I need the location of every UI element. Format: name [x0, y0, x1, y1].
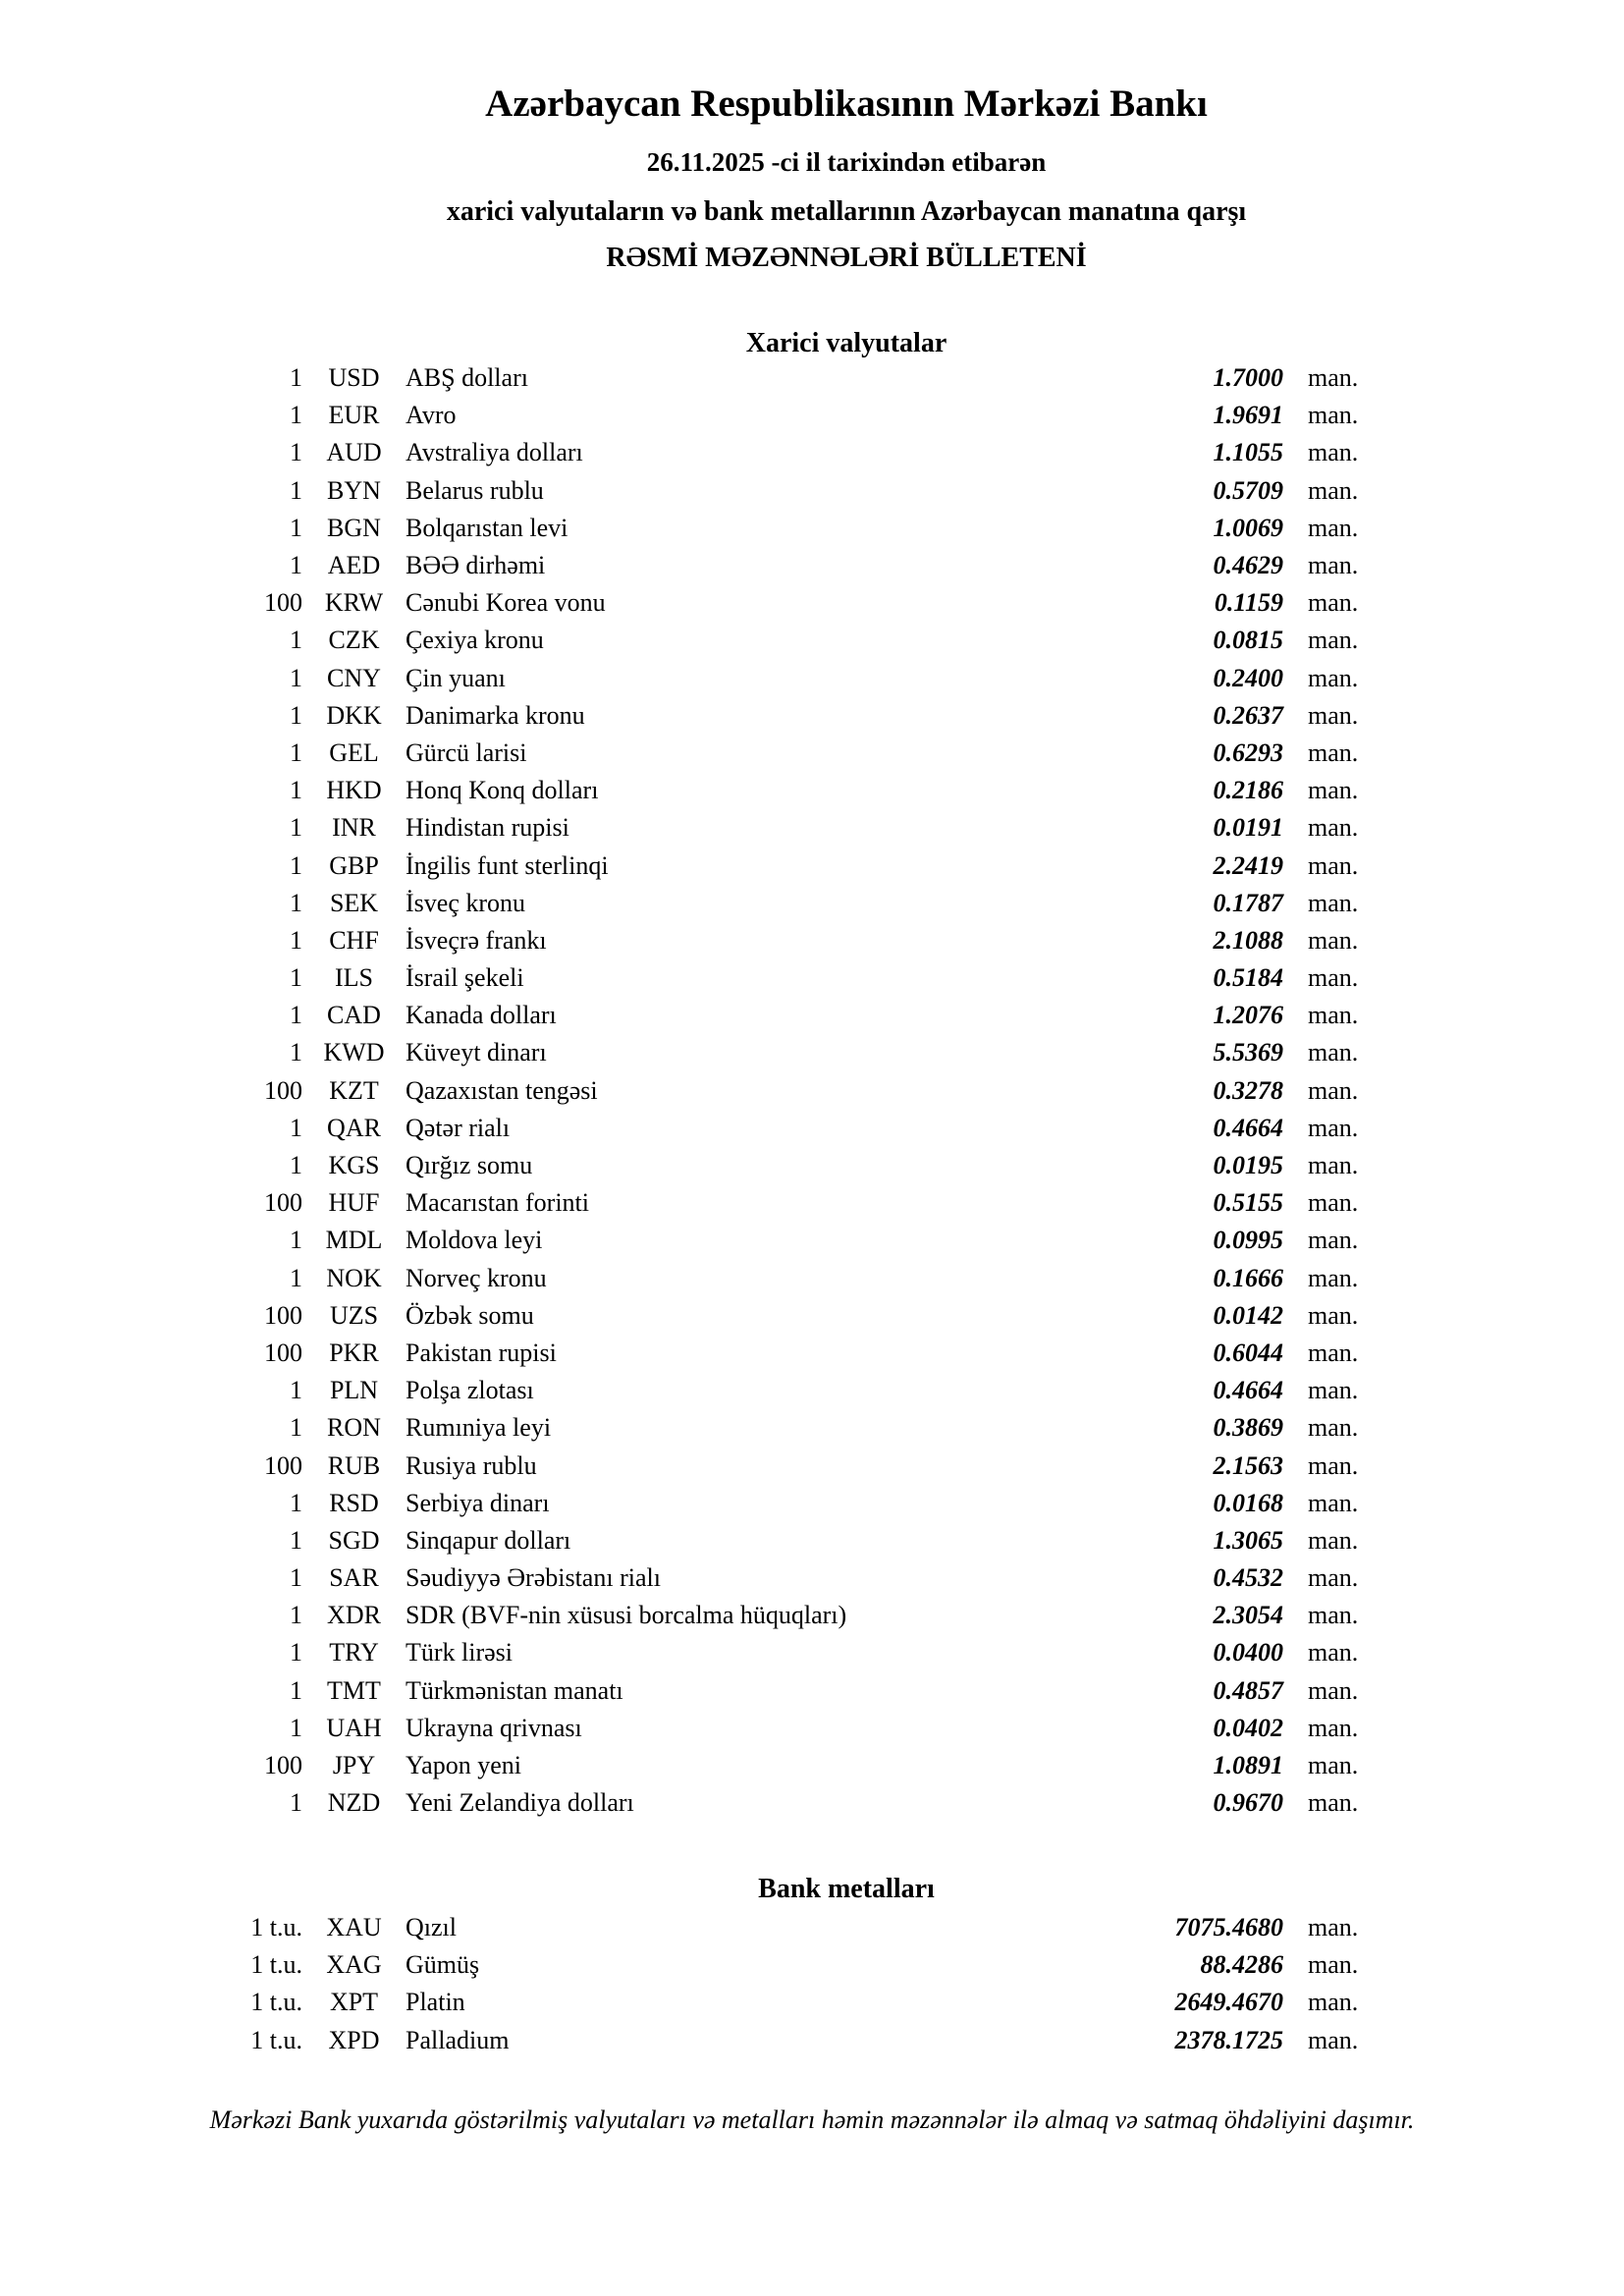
rate-row	[175, 510, 1401, 547]
rate-row	[175, 772, 1401, 809]
rate-row	[175, 959, 1401, 997]
rate-row	[175, 1597, 1401, 1634]
row-code: XDR	[327, 1601, 381, 1630]
row-code: AED	[327, 551, 381, 580]
row-name: Polşa zlotası	[406, 1376, 534, 1405]
row-quantity: 1	[290, 1563, 302, 1593]
row-name: Ukrayna qrivnası	[406, 1713, 582, 1742]
row-quantity: 1	[290, 888, 302, 917]
rate-row	[175, 1672, 1401, 1710]
row-rate: 0.3869	[1213, 1413, 1283, 1443]
row-code: MDL	[325, 1226, 383, 1255]
row-name: SDR (BVF-nin xüsusi borcalma hüquqları)	[406, 1601, 847, 1630]
row-name: Yapon yeni	[406, 1751, 521, 1780]
row-quantity: 100	[264, 1300, 302, 1330]
currencies-section-title: Xarici valyutalar	[745, 328, 947, 358]
row-rate: 0.6293	[1213, 738, 1283, 767]
row-code: INR	[332, 813, 376, 843]
row-name: Gürcü larisi	[406, 738, 527, 767]
row-name: Türkmənistan manatı	[406, 1675, 623, 1705]
row-name: Avstraliya dolları	[406, 438, 583, 467]
row-rate: 0.2186	[1213, 776, 1283, 805]
rate-row	[175, 1147, 1401, 1184]
row-quantity: 1	[290, 475, 302, 505]
row-code: CAD	[327, 1001, 381, 1030]
row-name: Qətər rialı	[406, 1113, 511, 1142]
row-unit-label: man.	[1308, 1638, 1359, 1667]
rate-row	[175, 1409, 1401, 1447]
row-rate: 2.1088	[1213, 925, 1283, 955]
row-code: UZS	[329, 1300, 379, 1330]
row-unit-label: man.	[1308, 1226, 1359, 1255]
document-header	[0, 82, 1624, 275]
row-rate: 0.0195	[1213, 1151, 1283, 1180]
row-code: RUB	[327, 1450, 381, 1480]
row-code: EUR	[328, 401, 380, 430]
row-code: DKK	[326, 700, 382, 730]
row-rate: 0.5184	[1213, 963, 1283, 993]
row-code: HUF	[328, 1188, 380, 1218]
rate-row	[175, 1710, 1401, 1747]
row-name: İngilis funt sterlinqi	[406, 850, 609, 880]
row-quantity: 1	[290, 1413, 302, 1443]
row-quantity: 1	[290, 438, 302, 467]
row-rate: 1.2076	[1213, 1001, 1283, 1030]
row-unit-label: man.	[1308, 963, 1359, 993]
row-code: SEK	[329, 888, 379, 917]
rate-row	[175, 1485, 1401, 1522]
row-quantity: 1 t.u.	[250, 1988, 302, 2017]
row-unit-label: man.	[1308, 1488, 1359, 1517]
row-rate: 0.0815	[1213, 626, 1283, 655]
rate-row	[175, 1184, 1401, 1222]
row-unit-label: man.	[1308, 888, 1359, 917]
row-rate: 0.3278	[1213, 1075, 1283, 1105]
metals-section-title: Bank metalları	[758, 1874, 935, 1904]
row-quantity: 1	[290, 1151, 302, 1180]
row-name: Cənubi Korea vonu	[406, 588, 606, 618]
row-unit-label: man.	[1308, 551, 1359, 580]
row-unit-label: man.	[1308, 1950, 1359, 1980]
row-unit-label: man.	[1308, 1300, 1359, 1330]
row-quantity: 1	[290, 363, 302, 393]
row-rate: 1.0069	[1213, 513, 1283, 542]
row-quantity: 1	[290, 1488, 302, 1517]
rate-row	[175, 2022, 1401, 2059]
row-quantity: 1	[290, 1001, 302, 1030]
row-unit-label: man.	[1308, 1713, 1359, 1742]
row-code: UAH	[326, 1713, 382, 1742]
row-unit-label: man.	[1308, 1001, 1359, 1030]
row-code: JPY	[332, 1751, 376, 1780]
row-unit-label: man.	[1308, 363, 1359, 393]
row-code: CNY	[327, 663, 381, 692]
row-name: Avro	[406, 401, 457, 430]
row-unit-label: man.	[1308, 438, 1359, 467]
row-unit-label: man.	[1308, 1525, 1359, 1555]
row-unit-label: man.	[1308, 1113, 1359, 1142]
row-name: Türk lirəsi	[406, 1638, 514, 1667]
row-quantity: 100	[264, 588, 302, 618]
row-name: Səudiyyə Ərəbistanı rialı	[406, 1563, 661, 1593]
row-name: Belarus rublu	[406, 475, 544, 505]
row-code: TRY	[329, 1638, 379, 1667]
row-unit-label: man.	[1308, 1988, 1359, 2017]
row-quantity: 1	[290, 1601, 302, 1630]
row-name: Çexiya kronu	[406, 626, 544, 655]
effective-date-line: 26.11.2025 -ci il tarixindən etibarən	[646, 147, 1047, 177]
row-rate: 0.1666	[1213, 1263, 1283, 1292]
row-name: Qırğız somu	[406, 1151, 533, 1180]
rate-row	[175, 1034, 1401, 1071]
row-name: İsveçrə frankı	[406, 925, 547, 955]
row-unit-label: man.	[1308, 2025, 1359, 2054]
row-quantity: 1	[290, 813, 302, 843]
row-code: TMT	[327, 1675, 381, 1705]
row-rate: 0.2400	[1213, 663, 1283, 692]
row-quantity: 1	[290, 925, 302, 955]
rate-row	[175, 434, 1401, 471]
row-unit-label: man.	[1308, 1338, 1359, 1367]
row-code: USD	[328, 363, 380, 393]
row-code: RSD	[329, 1488, 379, 1517]
row-name: Kanada dolları	[406, 1001, 557, 1030]
rate-row	[175, 1747, 1401, 1784]
row-rate: 88.4286	[1200, 1950, 1283, 1980]
row-unit-label: man.	[1308, 738, 1359, 767]
row-rate: 1.7000	[1213, 363, 1283, 393]
row-code: KGS	[328, 1151, 380, 1180]
row-code: GEL	[329, 738, 379, 767]
row-unit-label: man.	[1308, 1038, 1359, 1067]
rate-row	[175, 1984, 1401, 2021]
row-rate: 0.1787	[1213, 888, 1283, 917]
row-rate: 0.0168	[1213, 1488, 1283, 1517]
row-rate: 0.0142	[1213, 1300, 1283, 1330]
row-unit-label: man.	[1308, 1913, 1359, 1942]
row-code: CZK	[328, 626, 380, 655]
row-rate: 0.0402	[1213, 1713, 1283, 1742]
row-rate: 1.9691	[1213, 401, 1283, 430]
row-unit-label: man.	[1308, 1376, 1359, 1405]
row-quantity: 1	[290, 1263, 302, 1292]
row-unit-label: man.	[1308, 626, 1359, 655]
row-quantity: 1	[290, 1675, 302, 1705]
rate-row	[175, 1335, 1401, 1372]
rate-row	[175, 547, 1401, 584]
rate-row	[175, 660, 1401, 697]
row-code: XPD	[328, 2025, 380, 2054]
row-quantity: 1	[290, 626, 302, 655]
row-code: XAG	[326, 1950, 382, 1980]
row-unit-label: man.	[1308, 1788, 1359, 1818]
row-code: GBP	[329, 850, 379, 880]
rate-row	[175, 622, 1401, 659]
row-name: Qızıl	[406, 1913, 457, 1942]
row-unit-label: man.	[1308, 1751, 1359, 1780]
row-quantity: 1	[290, 663, 302, 692]
rate-row	[175, 359, 1401, 397]
rate-row	[175, 584, 1401, 622]
row-code: ILS	[335, 963, 373, 993]
row-quantity: 1	[290, 1525, 302, 1555]
row-name: Macarıstan forinti	[406, 1188, 589, 1218]
row-quantity: 100	[264, 1751, 302, 1780]
row-name: Serbiya dinarı	[406, 1488, 550, 1517]
row-name: Rumıniya leyi	[406, 1413, 552, 1443]
row-name: Pakistan rupisi	[406, 1338, 557, 1367]
rate-row	[175, 809, 1401, 847]
row-unit-label: man.	[1308, 1151, 1359, 1180]
rate-row	[175, 735, 1401, 772]
metals-table	[175, 1909, 1401, 2059]
rate-row	[175, 1559, 1401, 1597]
obligation-note: Mərkəzi Bank yuxarıda göstərilmiş valyutaları və metalları həmin məzənnələr ilə almaq və satmaq öhdəliyini daşımır.	[209, 2105, 1415, 2134]
row-code: BGN	[327, 513, 381, 542]
row-rate: 0.0995	[1213, 1226, 1283, 1255]
row-rate: 0.5155	[1213, 1188, 1283, 1218]
row-quantity: 100	[264, 1188, 302, 1218]
row-unit-label: man.	[1308, 700, 1359, 730]
row-quantity: 1	[290, 513, 302, 542]
row-quantity: 1	[290, 1376, 302, 1405]
row-rate: 0.4664	[1213, 1113, 1283, 1142]
rate-row	[175, 1372, 1401, 1409]
row-code: KWD	[323, 1038, 385, 1067]
row-quantity: 1	[290, 1038, 302, 1067]
row-rate: 2649.4670	[1174, 1988, 1283, 2017]
row-rate: 0.4532	[1213, 1563, 1283, 1593]
row-unit-label: man.	[1308, 513, 1359, 542]
row-rate: 0.4857	[1213, 1675, 1283, 1705]
row-name: İsrail şekeli	[406, 963, 524, 993]
row-unit-label: man.	[1308, 1563, 1359, 1593]
row-name: Honq Konq dolları	[406, 776, 599, 805]
row-name: ABŞ dolları	[406, 363, 528, 393]
row-quantity: 1	[290, 1713, 302, 1742]
row-unit-label: man.	[1308, 663, 1359, 692]
row-rate: 2378.1725	[1174, 2025, 1283, 2054]
row-name: Platin	[406, 1988, 465, 2017]
row-unit-label: man.	[1308, 1675, 1359, 1705]
rate-row	[175, 847, 1401, 884]
row-quantity: 100	[264, 1075, 302, 1105]
rate-row	[175, 472, 1401, 510]
row-name: Özbək somu	[406, 1300, 534, 1330]
bank-name-title: Azərbaycan Respublikasının Mərkəzi Bankı	[485, 82, 1208, 125]
row-code: BYN	[327, 475, 381, 505]
row-unit-label: man.	[1308, 1188, 1359, 1218]
row-quantity: 1	[290, 1226, 302, 1255]
row-unit-label: man.	[1308, 776, 1359, 805]
row-quantity: 1 t.u.	[250, 1950, 302, 1980]
row-quantity: 100	[264, 1450, 302, 1480]
row-rate: 0.6044	[1213, 1338, 1283, 1367]
rate-row	[175, 1260, 1401, 1297]
row-unit-label: man.	[1308, 813, 1359, 843]
row-name: Norveç kronu	[406, 1263, 547, 1292]
row-code: KZT	[329, 1075, 379, 1105]
row-code: CHF	[329, 925, 379, 955]
row-rate: 0.1159	[1214, 588, 1283, 618]
row-quantity: 1	[290, 1113, 302, 1142]
rate-row	[175, 885, 1401, 922]
row-code: NZD	[327, 1788, 381, 1818]
row-quantity: 1 t.u.	[250, 2025, 302, 2054]
row-rate: 0.9670	[1213, 1788, 1283, 1818]
row-quantity: 1	[290, 1638, 302, 1667]
document-footer	[0, 2104, 1624, 2137]
row-name: Danimarka kronu	[406, 700, 585, 730]
row-quantity: 1	[290, 776, 302, 805]
row-rate: 2.1563	[1213, 1450, 1283, 1480]
row-name: Yeni Zelandiya dolları	[406, 1788, 634, 1818]
row-rate: 0.2637	[1213, 700, 1283, 730]
row-unit-label: man.	[1308, 1263, 1359, 1292]
rate-row	[175, 1072, 1401, 1110]
row-rate: 0.5709	[1213, 475, 1283, 505]
row-quantity: 1	[290, 700, 302, 730]
row-rate: 2.2419	[1213, 850, 1283, 880]
row-name: Bolqarıstan levi	[406, 513, 568, 542]
row-name: Hindistan rupisi	[406, 813, 569, 843]
rate-row	[175, 1297, 1401, 1335]
row-code: SGD	[328, 1525, 380, 1555]
row-code: XAU	[326, 1913, 382, 1942]
rate-row	[175, 1634, 1401, 1671]
row-rate: 1.3065	[1213, 1525, 1283, 1555]
row-quantity: 1	[290, 401, 302, 430]
row-name: Palladium	[406, 2025, 510, 2054]
row-name: Sinqapur dolları	[406, 1525, 571, 1555]
row-name: Küveyt dinarı	[406, 1038, 547, 1067]
rate-row	[175, 397, 1401, 434]
row-rate: 2.3054	[1213, 1601, 1283, 1630]
row-unit-label: man.	[1308, 925, 1359, 955]
row-quantity: 1	[290, 963, 302, 993]
rate-row	[175, 1909, 1401, 1946]
row-code: PLN	[329, 1376, 379, 1405]
row-code: KRW	[324, 588, 384, 618]
bulletin-title: RƏSMİ MƏZƏNNƏLƏRİ BÜLLETENİ	[606, 243, 1087, 273]
row-rate: 0.4629	[1213, 551, 1283, 580]
row-quantity: 100	[264, 1338, 302, 1367]
row-rate: 0.0400	[1213, 1638, 1283, 1667]
row-unit-label: man.	[1308, 475, 1359, 505]
rate-row	[175, 1522, 1401, 1559]
row-code: AUD	[326, 438, 382, 467]
row-unit-label: man.	[1308, 1601, 1359, 1630]
rate-row	[175, 997, 1401, 1034]
row-code: HKD	[326, 776, 382, 805]
row-unit-label: man.	[1308, 1075, 1359, 1105]
row-name: Moldova leyi	[406, 1226, 543, 1255]
rate-row	[175, 1222, 1401, 1259]
row-name: Rusiya rublu	[406, 1450, 537, 1480]
row-unit-label: man.	[1308, 850, 1359, 880]
row-quantity: 1	[290, 850, 302, 880]
row-quantity: 1	[290, 551, 302, 580]
row-rate: 7075.4680	[1174, 1913, 1283, 1942]
row-rate: 5.5369	[1213, 1038, 1283, 1067]
row-unit-label: man.	[1308, 588, 1359, 618]
row-code: RON	[327, 1413, 381, 1443]
rate-row	[175, 1110, 1401, 1147]
rate-row	[175, 697, 1401, 735]
row-rate: 1.0891	[1213, 1751, 1283, 1780]
row-unit-label: man.	[1308, 1413, 1359, 1443]
row-code: NOK	[326, 1263, 382, 1292]
row-rate: 0.4664	[1213, 1376, 1283, 1405]
row-name: İsveç kronu	[406, 888, 526, 917]
row-unit-label: man.	[1308, 401, 1359, 430]
row-quantity: 1	[290, 738, 302, 767]
row-name: Çin yuanı	[406, 663, 506, 692]
row-name: Qazaxıstan tengəsi	[406, 1075, 598, 1105]
row-name: BƏƏ dirhəmi	[406, 551, 546, 580]
row-name: Gümüş	[406, 1950, 480, 1980]
row-rate: 1.1055	[1213, 438, 1283, 467]
row-code: SAR	[329, 1563, 379, 1593]
row-rate: 0.0191	[1213, 813, 1283, 843]
rate-row	[175, 922, 1401, 959]
row-quantity: 1 t.u.	[250, 1913, 302, 1942]
row-code: XPT	[329, 1988, 379, 2017]
subtitle-line: xarici valyutaların və bank metallarının Azərbaycan manatına qarşı	[446, 196, 1247, 227]
row-code: PKR	[329, 1338, 379, 1367]
row-unit-label: man.	[1308, 1450, 1359, 1480]
rate-row	[175, 1447, 1401, 1484]
row-code: QAR	[327, 1113, 381, 1142]
rate-row	[175, 1784, 1401, 1822]
rate-row	[175, 1946, 1401, 1984]
row-quantity: 1	[290, 1788, 302, 1818]
currencies-table	[175, 359, 1401, 1822]
